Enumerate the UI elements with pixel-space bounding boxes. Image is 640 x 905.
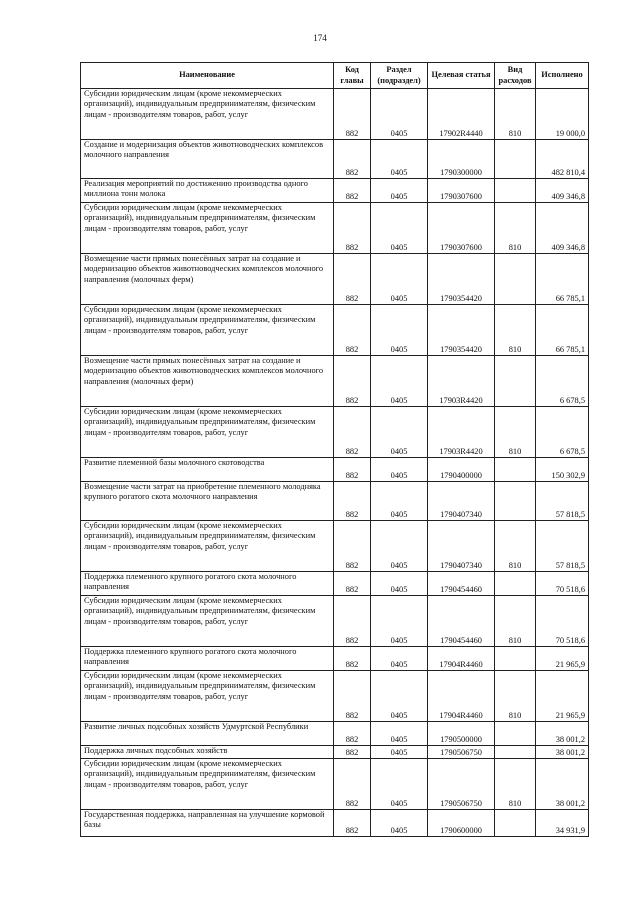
cell-section: 0405 [371,521,428,572]
table-body [81,89,589,837]
table-row [81,254,589,305]
cell-code: 882 [334,759,371,810]
cell-target: 1790307600 [428,179,495,203]
cell-code: 882 [334,521,371,572]
table-row [81,458,589,482]
table-row [81,647,589,671]
cell-section: 0405 [371,596,428,647]
cell-name: Развитие племенной базы молочного скотоводства [81,458,334,482]
cell-section: 0405 [371,722,428,746]
table-row [81,140,589,179]
table-row [81,671,589,722]
cell-kind [495,647,536,671]
cell-target: 1790454460 [428,572,495,596]
cell-code: 882 [334,140,371,179]
cell-name: Поддержка племенного крупного рогатого скота молочного направления [81,647,334,671]
cell-code: 882 [334,722,371,746]
cell-done: 70 518,6 [536,596,589,647]
cell-kind [495,458,536,482]
cell-code: 882 [334,746,371,759]
cell-done: 21 965,9 [536,647,589,671]
table-header-row [81,63,589,89]
cell-target: 17904R4460 [428,647,495,671]
cell-section: 0405 [371,458,428,482]
cell-kind [495,356,536,407]
cell-target: 1790500000 [428,722,495,746]
cell-name: Субсидии юридическим лицам (кроме некоммерческих организаций), индивидуальным предпринимателям, физическим лицам - производителям товаров, работ, услуг [81,596,334,647]
cell-kind [495,140,536,179]
col-header-section: Раздел (подраздел) [371,63,428,89]
cell-target: 17904R4460 [428,671,495,722]
cell-kind [495,179,536,203]
cell-name: Реализация мероприятий по достижению производства одного миллиона тонн молока [81,179,334,203]
cell-target: 1790506750 [428,746,495,759]
cell-done: 34 931,9 [536,810,589,837]
col-header-code: Код главы [334,63,371,89]
cell-section: 0405 [371,203,428,254]
cell-kind: 810 [495,759,536,810]
cell-done: 66 785,1 [536,305,589,356]
cell-kind: 810 [495,671,536,722]
col-header-name: Наименование [81,63,334,89]
cell-code: 882 [334,407,371,458]
cell-section: 0405 [371,671,428,722]
table-row [81,482,589,521]
table-row [81,179,589,203]
table-row [81,596,589,647]
cell-kind: 810 [495,203,536,254]
cell-kind [495,482,536,521]
cell-code: 882 [334,596,371,647]
table-row [81,203,589,254]
cell-section: 0405 [371,572,428,596]
cell-kind: 810 [495,596,536,647]
cell-done: 409 346,8 [536,179,589,203]
cell-code: 882 [334,356,371,407]
cell-kind [495,722,536,746]
cell-target: 17903R4420 [428,407,495,458]
cell-code: 882 [334,254,371,305]
table-row [81,722,589,746]
cell-code: 882 [334,89,371,140]
cell-section: 0405 [371,254,428,305]
cell-name: Государственная поддержка, направленная на улучшение кормовой базы [81,810,334,837]
cell-done: 6 678,5 [536,356,589,407]
cell-target: 17903R4420 [428,356,495,407]
cell-section: 0405 [371,759,428,810]
cell-name: Субсидии юридическим лицам (кроме некоммерческих организаций), индивидуальным предпринимателям, физическим лицам - производителям товаров, работ, услуг [81,407,334,458]
cell-kind [495,810,536,837]
cell-target: 1790506750 [428,759,495,810]
cell-name: Субсидии юридическим лицам (кроме некоммерческих организаций), индивидуальным предпринимателям, физическим лицам - производителям товаров, работ, услуг [81,203,334,254]
cell-name: Субсидии юридическим лицам (кроме некоммерческих организаций), индивидуальным предпринимателям, физическим лицам - производителям товаров, работ, услуг [81,89,334,140]
table-row [81,305,589,356]
cell-name: Развитие личных подсобных хозяйств Удмуртской Республики [81,722,334,746]
cell-name: Возмещение части прямых понесённых затрат на создание и модернизацию объектов животноводческих комплексов молочного направления (молочных ферм) [81,254,334,305]
cell-section: 0405 [371,482,428,521]
table-row [81,810,589,837]
cell-name: Возмещение части прямых понесённых затрат на создание и модернизацию объектов животноводческих комплексов молочного направления (молочных ферм) [81,356,334,407]
cell-done: 150 302,9 [536,458,589,482]
cell-section: 0405 [371,746,428,759]
col-header-target: Целевая статья [428,63,495,89]
cell-name: Поддержка племенного крупного рогатого скота молочного направления [81,572,334,596]
table-row [81,572,589,596]
cell-target: 1790407340 [428,482,495,521]
cell-section: 0405 [371,356,428,407]
cell-name: Субсидии юридическим лицам (кроме некоммерческих организаций), индивидуальным предпринимателям, физическим лицам - производителям товаров, работ, услуг [81,521,334,572]
cell-code: 882 [334,572,371,596]
cell-target: 1790354420 [428,254,495,305]
table-row [81,521,589,572]
cell-name: Субсидии юридическим лицам (кроме некоммерческих организаций), индивидуальным предпринимателям, физическим лицам - производителям товаров, работ, услуг [81,671,334,722]
cell-code: 882 [334,203,371,254]
cell-target: 17902R4440 [428,89,495,140]
cell-target: 1790407340 [428,521,495,572]
cell-done: 38 001,2 [536,722,589,746]
cell-kind: 810 [495,305,536,356]
cell-code: 882 [334,179,371,203]
cell-name: Поддержка личных подсобных хозяйств [81,746,334,759]
cell-section: 0405 [371,89,428,140]
cell-section: 0405 [371,305,428,356]
cell-done: 19 000,0 [536,89,589,140]
cell-done: 57 818,5 [536,482,589,521]
budget-table [80,62,589,837]
cell-target: 1790400000 [428,458,495,482]
cell-name: Возмещение части затрат на приобретение племенного молодняка крупного рогатого скота молочного направления [81,482,334,521]
table-row [81,746,589,759]
cell-code: 882 [334,305,371,356]
cell-code: 882 [334,810,371,837]
page-number: 174 [313,33,327,43]
cell-section: 0405 [371,810,428,837]
cell-name: Субсидии юридическим лицам (кроме некоммерческих организаций), индивидуальным предпринимателям, физическим лицам - производителям товаров, работ, услуг [81,305,334,356]
cell-done: 57 818,5 [536,521,589,572]
col-header-done: Исполнено [536,63,589,89]
cell-target: 1790354420 [428,305,495,356]
col-header-kind: Вид расходов [495,63,536,89]
table-row [81,407,589,458]
cell-section: 0405 [371,647,428,671]
cell-code: 882 [334,458,371,482]
cell-name: Субсидии юридическим лицам (кроме некоммерческих организаций), индивидуальным предпринимателям, физическим лицам - производителям товаров, работ, услуг [81,759,334,810]
cell-kind [495,572,536,596]
cell-target: 1790454460 [428,596,495,647]
cell-done: 38 001,2 [536,759,589,810]
cell-target: 1790307600 [428,203,495,254]
cell-done: 38 001,2 [536,746,589,759]
cell-target: 1790300000 [428,140,495,179]
cell-name: Создание и модернизация объектов животноводческих комплексов молочного направления [81,140,334,179]
cell-done: 6 678,5 [536,407,589,458]
cell-kind [495,746,536,759]
cell-section: 0405 [371,140,428,179]
cell-code: 882 [334,647,371,671]
cell-code: 882 [334,482,371,521]
cell-done: 21 965,9 [536,671,589,722]
cell-target: 1790600000 [428,810,495,837]
cell-done: 482 810,4 [536,140,589,179]
cell-section: 0405 [371,179,428,203]
cell-kind: 810 [495,89,536,140]
cell-code: 882 [334,671,371,722]
cell-kind [495,254,536,305]
cell-done: 66 785,1 [536,254,589,305]
cell-section: 0405 [371,407,428,458]
cell-kind: 810 [495,407,536,458]
cell-done: 409 346,8 [536,203,589,254]
cell-done: 70 518,6 [536,572,589,596]
table-row [81,356,589,407]
cell-kind: 810 [495,521,536,572]
table-row [81,759,589,810]
table-row [81,89,589,140]
